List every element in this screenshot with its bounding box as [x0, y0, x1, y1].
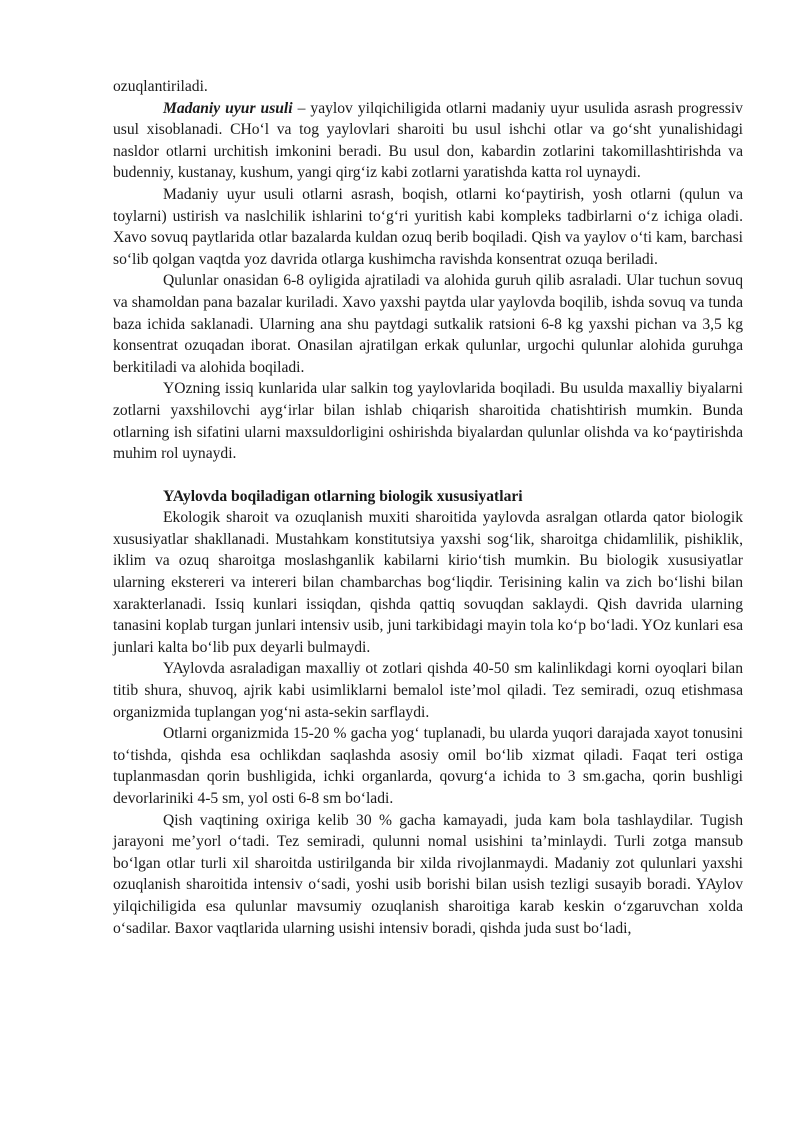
paragraph-qish-vaqti: Qish vaqtining oxiriga kelib 30 % gacha kamayadi, juda kam bola tashlaydilar. Tugish jarayoni me’yorl o‘tadi. Tez semiradi, qulunni nomal usishini ta’minlaydi. Turli zotga mansub bo‘lgan otlar turli xil sharoitda ustirilganda bir xilda rivojlanmaydi. Madaniy zot qulunlari yaxshi ozuqlanish sharoitida intensiv o‘sadi, yoshi usib borishi bilan usish tezligi susayib boradi. YAylov yilqichiligida esa qulunlar mavsumiy ozuqlanish sharoitiga karab keskin o‘zgaruvchan xolda o‘sadilar. Baxor vaqtlarida ularning usishi intensiv boradi, qishda juda sust bo‘ladi, [113, 811, 743, 937]
term-madaniy-uyur-usuli: Madaniy uyur usuli [163, 99, 293, 117]
section-heading: YAylovda boqiladigan otlarning biologik xususiyatlari [163, 487, 523, 505]
paragraph-qulunlar: Qulunlar onasidan 6-8 oyligida ajratiladi va alohida guruh qilib asraladi. Ular tuchun sovuq va shamoldan pana bazalar kuriladi. Xavo yaxshi paytda ular yaylovda boqilib, ishda sovuq va tunda baza ichida saklanadi. Ularning ana shu paytdagi sutkalik ratsioni 6-8 kg yaxshi pichan va 3,5 kg konsentrat ozuqadan iborat. Onasilan ajratilgan erkak qulunlar, urgochi qulunlar alohida guruhga berkitiladi va alohida boqiladi. [113, 272, 743, 376]
paragraph-ekologik-sharoit: Ekologik sharoit va ozuqlanish muxiti sharoitida yaylovda asralgan otlarda qator biologik xususiyatlar shakllanadi. Mustahkam konstitutsiya yaxshi sog‘lik, sharoitga chidamlilik, pishiklik, iklim va ozuq sharoitga moslashganlik kabilarni kirio‘tish mumkin. Bu biologik xususiyatlar ularning ekstereri va intereri bilan chambarchas bog‘liqdir. Terisining kalin va zich bo‘lishi bilan xarakterlanadi. Issiq kunlari issiqdan, qishda qattiq sovuqdan saklaydi. Qish davrida ularning tanasini koplab turgan junlari intensiv usib, juni tarkibidagi mayin tola ko‘p bo‘ladi. YOz kunlari esa junlari kalta bo‘lib pux deyarli bulmaydi. [113, 509, 743, 656]
paragraph-yog-tuplanishi: Otlarni organizmida 15-20 % gacha yog‘ tuplanadi, bu ularda yuqori darajada xayot tonusini to‘tishda, qishda esa ochlikdan saqlashda asosiy omil bo‘lib xizmat qiladi. Faqat teri ostiga tuplanmasdan qorin bushligida, ichki organlarda, qovurg‘a ichida to 3 sm.gacha, qorin bushligi devorlariniki 4-5 sm, yol osti 6-8 sm bo‘ladi. [113, 725, 743, 807]
paragraph-continuation: ozuqlantiriladi. [113, 78, 208, 95]
paragraph-yoz-kunlari: YOzning issiq kunlarida ular salkin tog yaylovlarida boqiladi. Bu usulda maxalliy biyalarni zotlarni yaxshilovchi ayg‘irlar bilan ishlab chiqarish sharoitida chatishtirish mumkin. Bunda otlarning ish sifatini ularni maxsuldorligini oshirishda biyalardan qulunlar olishda va ko‘paytirishda muhim rol uynaydi. [113, 380, 743, 463]
paragraph-madaniy-uyur [113, 98, 743, 184]
paragraph-madaniy-uyur-text: – yaylov yilqichiligida otlarni madaniy uyur usulida asrash progressiv usul xisoblanadi. CHo‘l va tog yaylovlari sharoiti bu usul ishchi otlar va go‘sht yunalishidagi nasldor otlarni urchitish imkonini beradi. Bu usul don, kabardin zotlarini takomillashtirishda va budenniy, kustanay, kushum, yangi qirg‘iz kabi zotlarni yaratishda katta rol uynaydi. [113, 99, 743, 182]
paragraph-maxalliy-zotlar: YAylovda asraladigan maxalliy ot zotlari qishda 40-50 sm kalinlikdagi korni oyoqlari bilan titib shura, shuvoq, ajrik kabi usimliklarni bemalol iste’mol qiladi. Tez semiradi, ozuq etishmasa organizmida tuplangan yog‘ni asta-sekin sarflaydi. [113, 660, 743, 721]
paragraph-madaniy-uyur-tadbirlar: Madaniy uyur usuli otlarni asrash, boqish, otlarni ko‘paytirish, yosh otlarni (qulun va toylarni) ustirish va naslchilik ishlarini to‘g‘ri yuritish kabi kompleks tadbirlarni o‘z ichiga oladi. Xavo sovuq paytlarida otlar bazalarda kuldan ozuq berib boqiladi. Qish va yaylov o‘ti kam, barchasi so‘lib qolgan vaqtda yoz davrida otlarga kushimcha ravishda konsentrat ozuqa beriladi. [113, 185, 743, 268]
